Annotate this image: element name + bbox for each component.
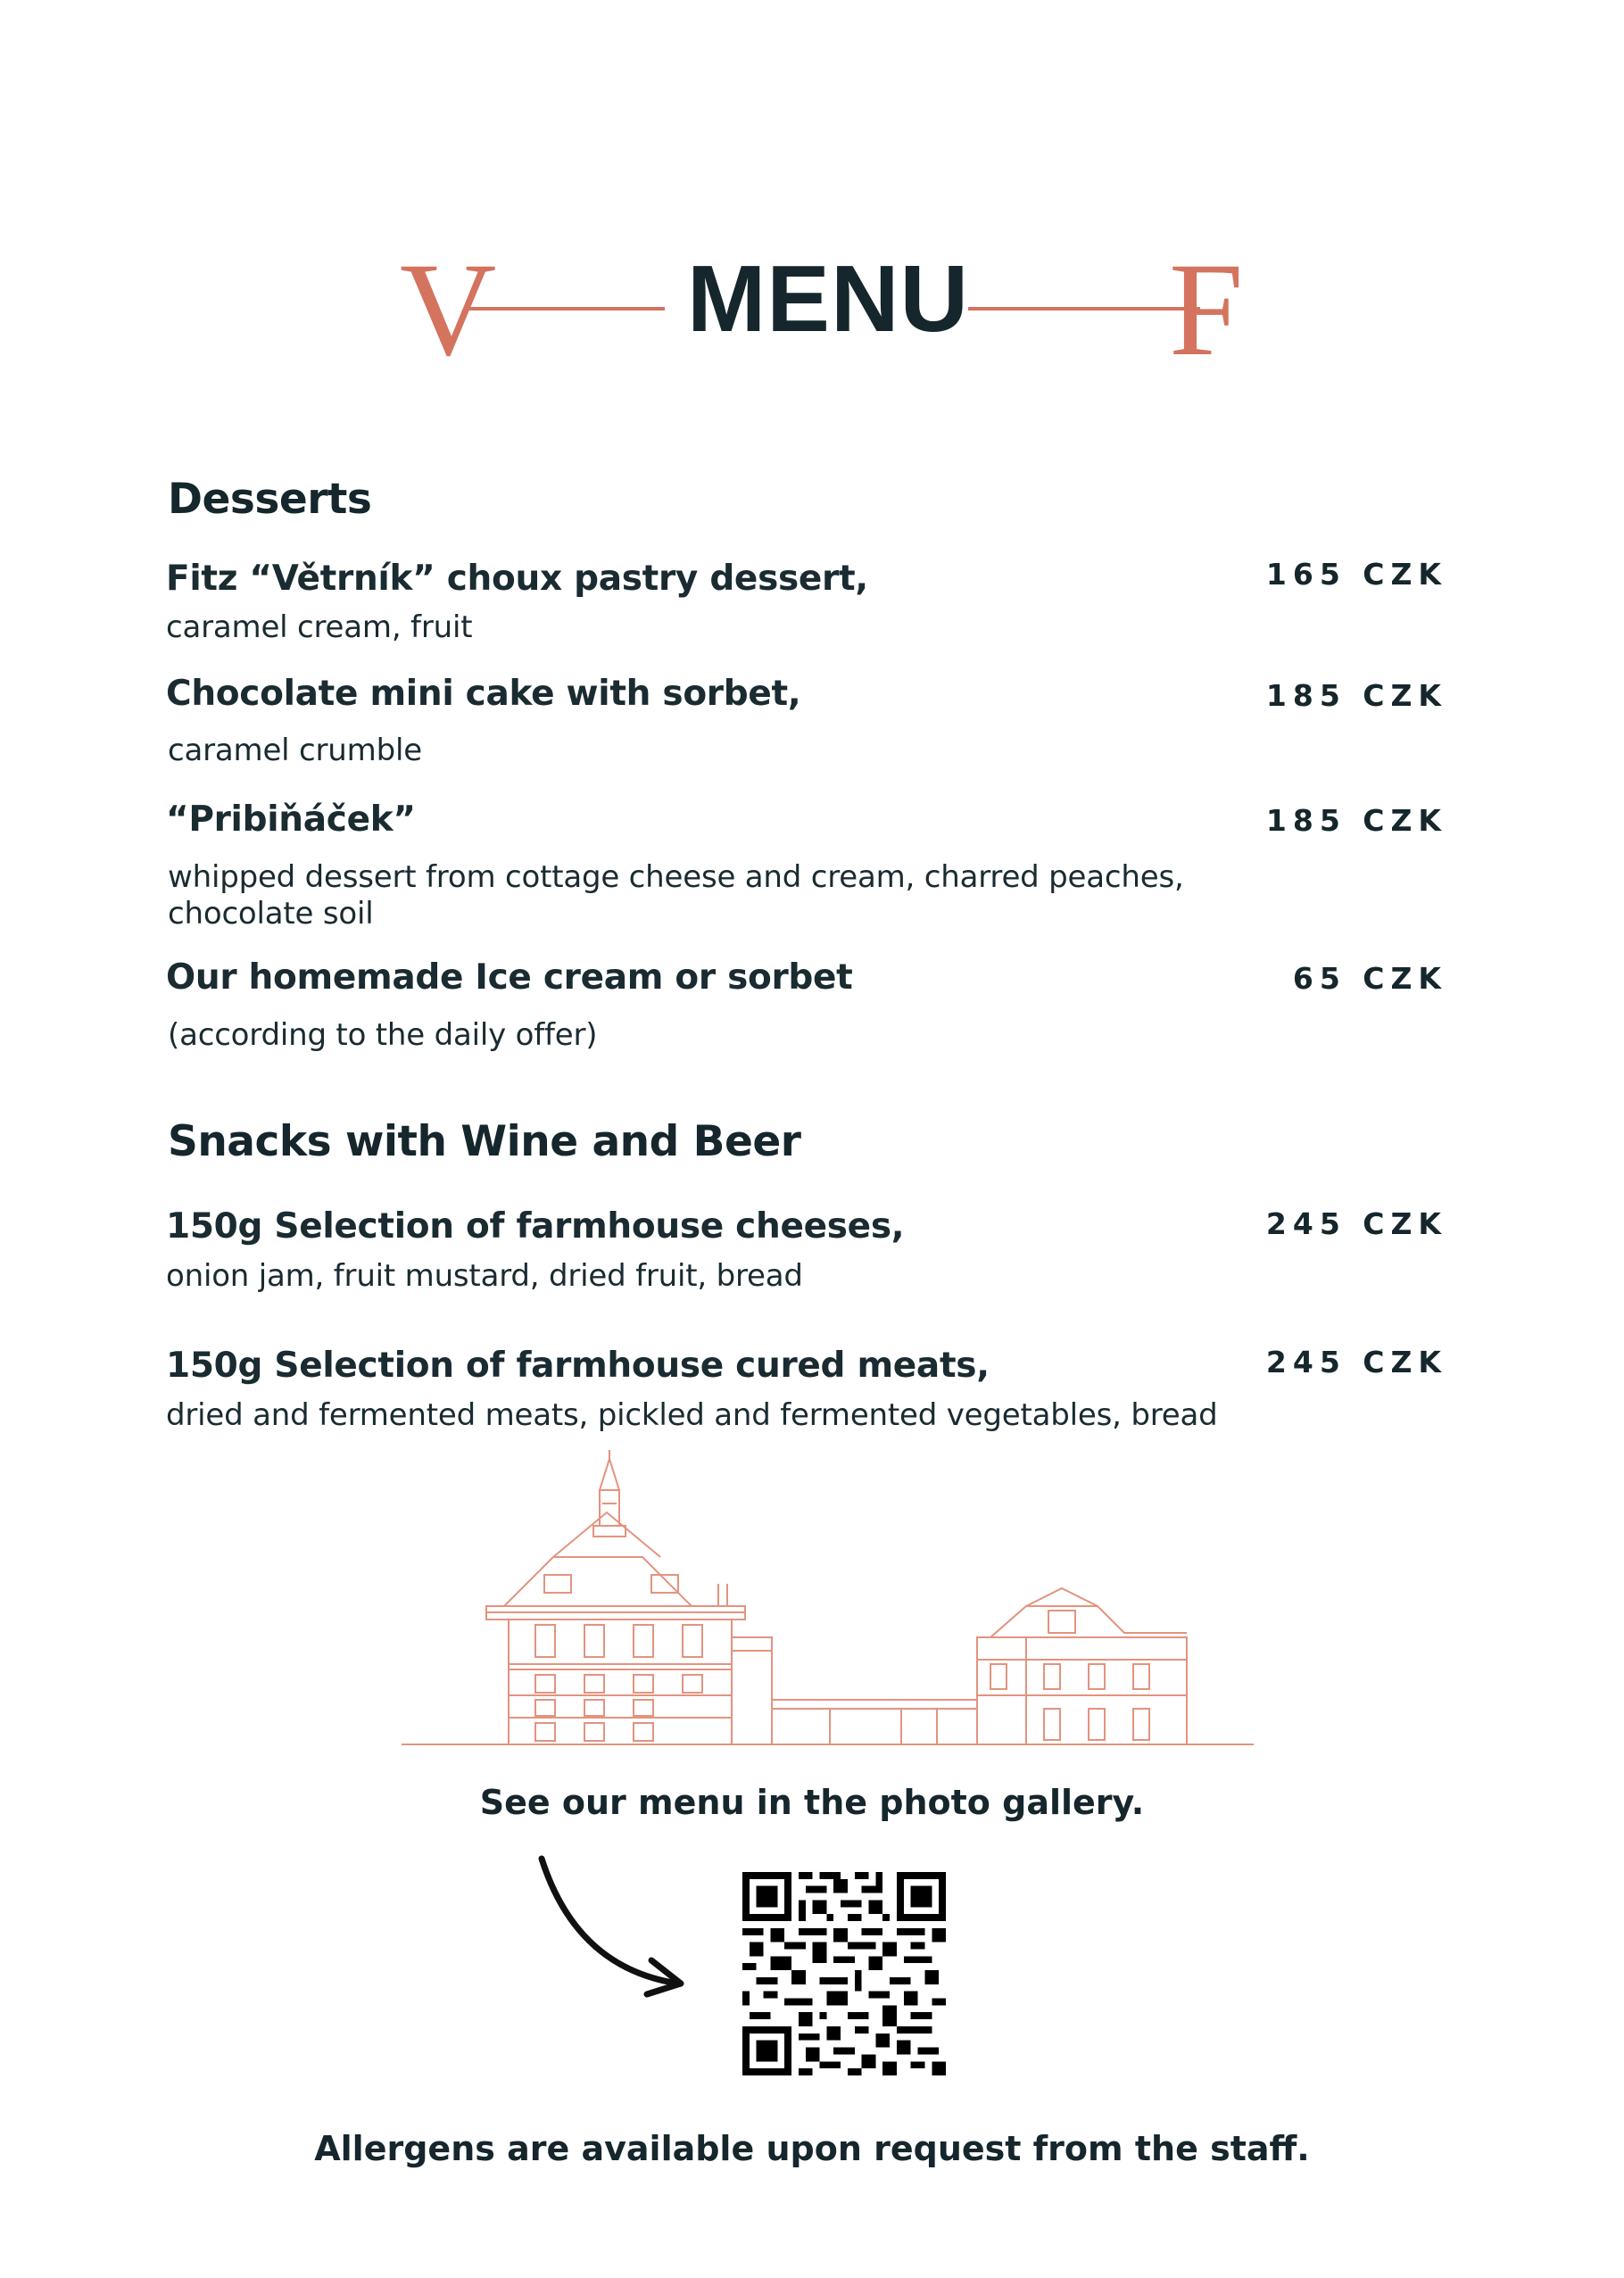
section-title-desserts: Desserts [168, 475, 372, 524]
menu-item-name: Chocolate mini cake with sorbet, [166, 674, 801, 714]
menu-header [0, 0, 1624, 410]
curved-arrow-icon [531, 1851, 700, 1999]
menu-item-price: 65 CZK [1292, 961, 1447, 996]
menu-item-desc: dried and fermented meats, pickled and fermented vegetables, bread [166, 1397, 1218, 1433]
monogram-left: V [400, 236, 497, 384]
menu-item-name: Our homemade Ice cream or sorbet [166, 957, 853, 998]
menu-item-name: Fitz “Větrník” choux pastry dessert, [166, 559, 868, 599]
menu-item-price: 245 CZK [1265, 1206, 1447, 1241]
allergens-note: Allergens are available upon request from the staff. [314, 2129, 1310, 2168]
menu-item-price: 165 CZK [1265, 557, 1447, 592]
section-title-snacks: Snacks with Wine and Beer [168, 1117, 801, 1166]
menu-item-name: 150g Selection of farmhouse cured meats, [166, 1346, 990, 1386]
menu-item-desc: onion jam, fruit mustard, dried fruit, bread [166, 1258, 803, 1294]
gallery-note: See our menu in the photo gallery. [479, 1783, 1145, 1822]
menu-item-desc: chocolate soil [168, 896, 374, 932]
menu-item-desc: (according to the daily offer) [168, 1017, 598, 1053]
menu-item-price: 245 CZK [1265, 1345, 1447, 1379]
building-illustration [402, 1450, 1258, 1758]
menu-item-name: 150g Selection of farmhouse cheeses, [166, 1206, 905, 1247]
menu-item-price: 185 CZK [1265, 803, 1447, 838]
menu-item-price: 185 CZK [1265, 678, 1447, 713]
qr-code[interactable] [742, 1872, 946, 2075]
monogram-right: F [1169, 236, 1244, 384]
page-title: MENU [687, 246, 970, 352]
menu-item-desc: caramel crumble [168, 733, 422, 768]
menu-item-desc: caramel cream, fruit [166, 609, 473, 645]
menu-item-name: “Pribiňáček” [166, 799, 416, 840]
menu-item-desc: whipped dessert from cottage cheese and cream, charred peaches, [168, 859, 1184, 895]
